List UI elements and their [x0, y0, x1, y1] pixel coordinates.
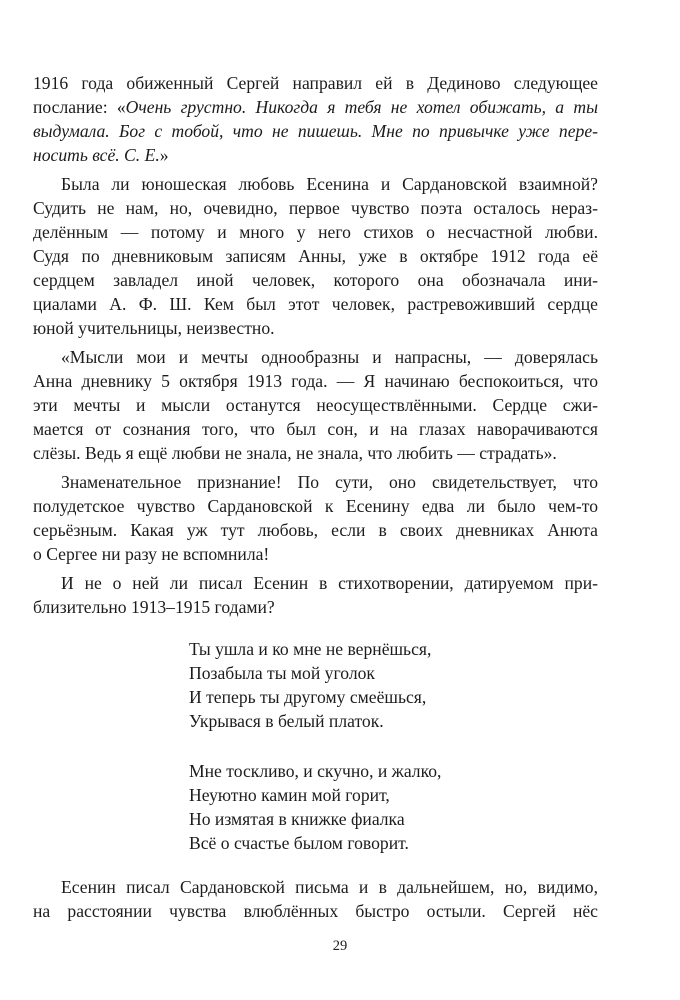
paragraph-2-line-2: Судить не нам, но, очевидно, первое чувство поэта осталось нераз- [33, 198, 598, 218]
paragraph-1-line-3 [33, 119, 598, 143]
paragraph-1-line-4-suffix: » [159, 145, 169, 165]
paragraph-2-line-3: делённым — потому и много у него стихов о несчастной любви. [33, 222, 598, 242]
poem-stanza-2-line-2: Неуютно камин мой горит, [189, 785, 390, 805]
paragraph-2-line-6: циалами А. Ф. Ш. Кем был этот человек, растревоживший сердце [33, 294, 598, 314]
paragraph-6-line-1: Есенин писал Сардановской письма и в дальнейшем, но, видимо, [61, 877, 598, 897]
paragraph-5-line-1: И не о ней ли писал Есенин в стихотворении, датируемом при- [61, 573, 598, 593]
paragraph-1-line-2 [33, 95, 598, 119]
paragraph-1-line-2-prefix: послание: « [33, 97, 126, 117]
paragraph-3-line-3: эти мечты и мысли останутся неосуществлёнными. Сердце сжи- [33, 395, 598, 415]
poem-stanza-1-line-4: Укрывася в белый платок. [189, 711, 384, 731]
paragraph-4-line-2: полудетское чувство Сардановской к Есенину едва ли было чем-то [33, 496, 598, 516]
paragraph-1-line-3-quote: выдумала. Бог с тобой, что не пишешь. Мне по привычке уже пере- [33, 121, 598, 141]
paragraph-4-line-4: о Сергее ни разу не вспомнила! [33, 544, 270, 564]
poem-stanza-1-line-3: И теперь ты другому смеёшься, [189, 687, 427, 707]
page-number: 29 [332, 938, 348, 954]
paragraph-4-line-1: Знаменательное признание! По сути, оно свидетельствует, что [61, 472, 598, 492]
paragraph-2-line-1: Была ли юношеская любовь Есенина и Сардановской взаимной? [61, 174, 598, 194]
paragraph-3-line-5: слёзы. Ведь я ещё любви не знала, не знала, что любить — страдать». [33, 443, 557, 463]
paragraph-2-line-4: Судя по дневниковым записям Анны, уже в октябре 1912 года её [33, 246, 598, 266]
poem-stanza-2-line-4: Всё о счастье былом говорит. [189, 833, 409, 853]
paragraph-5-line-2: близительно 1913–1915 годами? [33, 597, 275, 617]
paragraph-3-line-4: мается от сознания того, что был сон, и на глазах наворачиваются [33, 419, 598, 439]
poem-stanza-1-line-2: Позабыла ты мой уголок [189, 663, 375, 683]
paragraph-1-line-4 [33, 143, 598, 167]
paragraph-1-line-4-quote: носить всё. С. Е. [33, 145, 160, 165]
paragraph-4-line-3: серьёзным. Какая уж тут любовь, если в своих дневниках Анюта [33, 520, 598, 540]
paragraph-2-line-5: сердцем завладел иной человек, которого она обозначала ини- [33, 270, 598, 290]
paragraph-3-line-1: «Мысли мои и мечты однообразны и напрасны, — доверялась [61, 347, 598, 367]
poem-stanza-2-line-3: Но измятая в книжке фиалка [189, 809, 405, 829]
paragraph-3-line-2: Анна дневнику 5 октября 1913 года. — Я начинаю беспокоиться, что [33, 371, 598, 391]
paragraph-2-line-7: юной учительницы, неизвестно. [33, 318, 275, 338]
paragraph-1-line-1: 1916 года обиженный Сергей направил ей в Дединово следующее [33, 73, 598, 93]
paragraph-6-line-2: на расстоянии чувства влюблённых быстро остыли. Сергей нёс [33, 901, 598, 921]
poem-stanza-2-line-1: Мне тоскливо, и скучно, и жалко, [189, 761, 442, 781]
poem-stanza-1-line-1: Ты ушла и ко мне не вернёшься, [189, 639, 432, 659]
paragraph-1-line-2-quote: Очень грустно. Никогда я тебя не хотел обижать, а ты [125, 97, 598, 117]
